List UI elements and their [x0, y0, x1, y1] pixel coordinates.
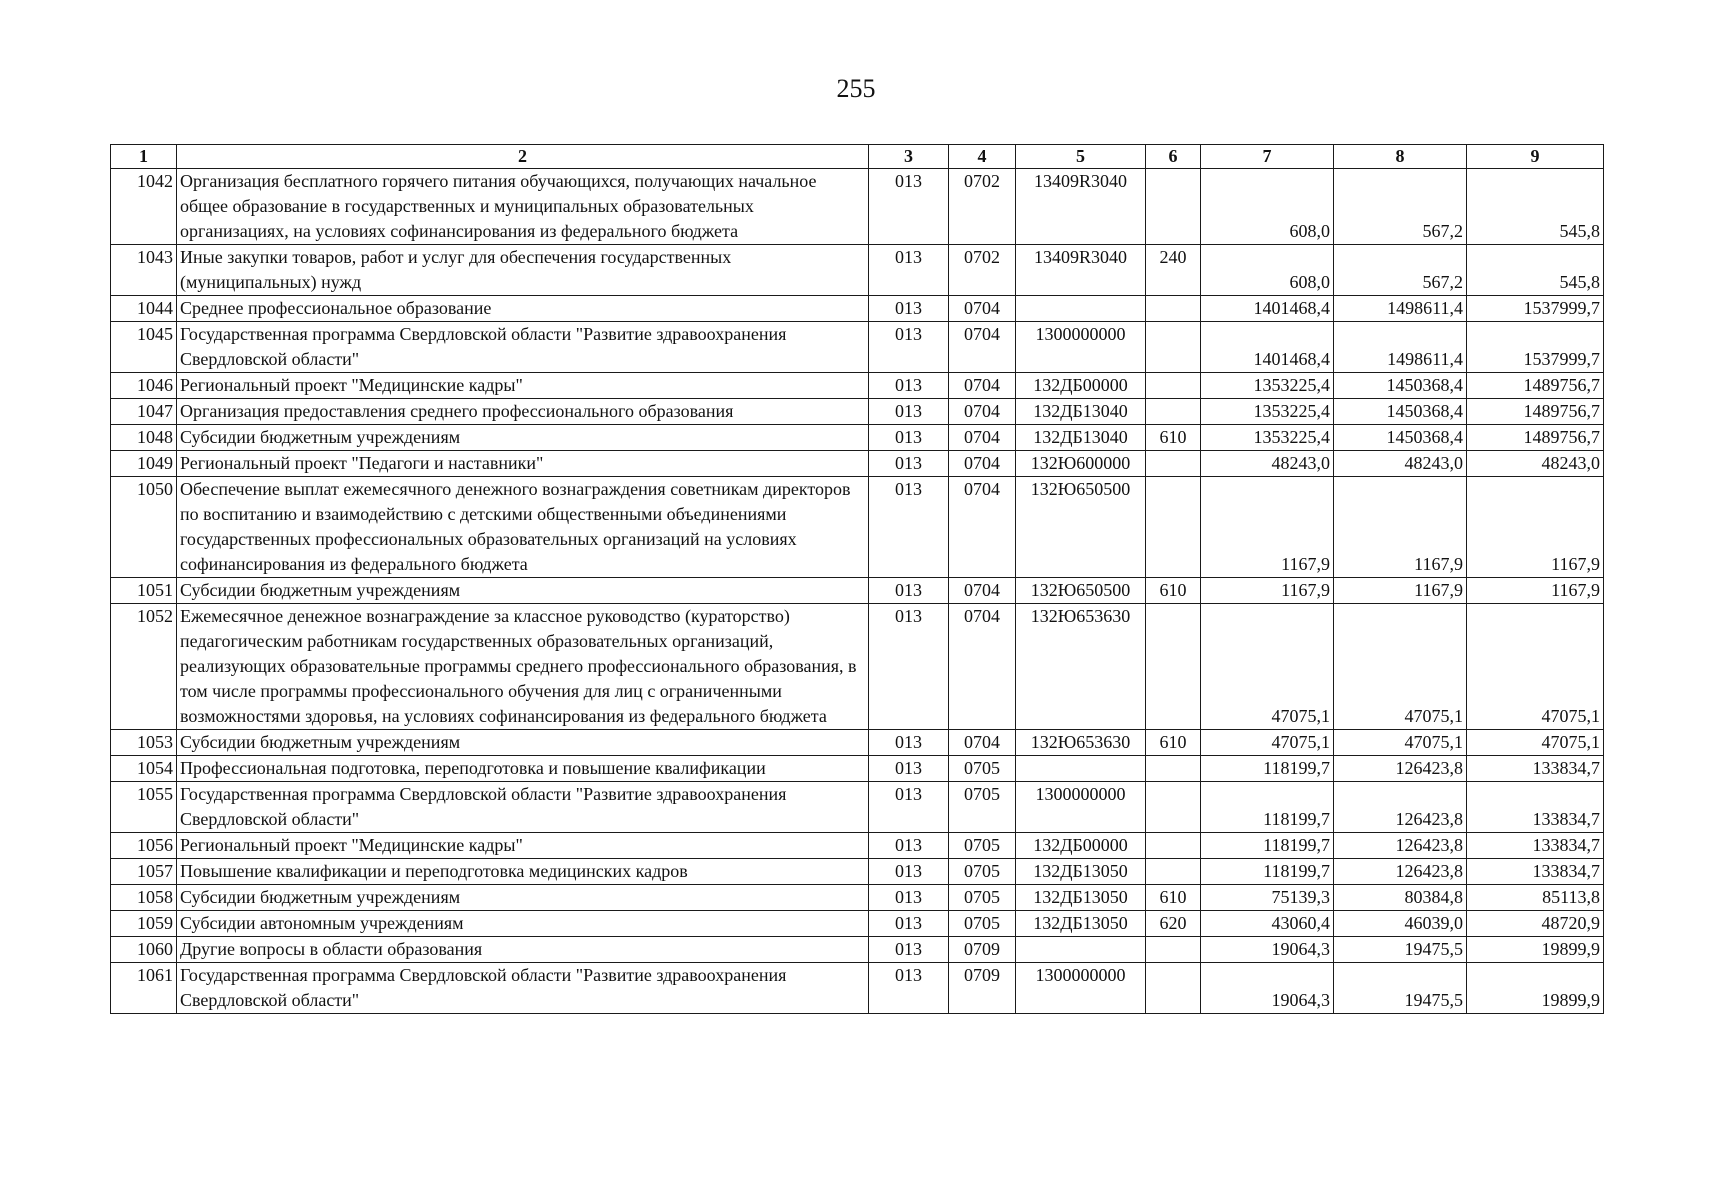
section-code-cell: 0704	[949, 451, 1016, 477]
amount-col9-cell: 133834,7	[1467, 756, 1604, 782]
row-number-cell: 1061	[111, 963, 177, 1014]
department-code-cell: 013	[869, 578, 949, 604]
row-number-cell: 1043	[111, 245, 177, 296]
department-code-cell: 013	[869, 245, 949, 296]
amount-col8-cell: 1450368,4	[1334, 425, 1467, 451]
amount-col7-cell: 19064,3	[1201, 937, 1334, 963]
amount-col9-cell: 133834,7	[1467, 833, 1604, 859]
section-code-cell: 0704	[949, 425, 1016, 451]
row-number-cell: 1054	[111, 756, 177, 782]
department-code-cell: 013	[869, 604, 949, 730]
amount-col7-cell: 118199,7	[1201, 833, 1334, 859]
target-article-cell	[1016, 756, 1146, 782]
amount-col9-cell: 545,8	[1467, 169, 1604, 245]
amount-col9-cell: 48720,9	[1467, 911, 1604, 937]
target-article-cell: 132ДБ13050	[1016, 911, 1146, 937]
department-code-cell: 013	[869, 859, 949, 885]
column-header-7: 7	[1201, 145, 1334, 169]
table-header	[111, 145, 1604, 169]
amount-col8-cell: 1498611,4	[1334, 322, 1467, 373]
target-article-cell	[1016, 296, 1146, 322]
amount-col9-cell: 47075,1	[1467, 730, 1604, 756]
expense-type-cell	[1146, 451, 1201, 477]
section-code-cell: 0705	[949, 833, 1016, 859]
column-header-1: 1	[111, 145, 177, 169]
section-code-cell: 0704	[949, 578, 1016, 604]
expense-name-cell: Иные закупки товаров, работ и услуг для обеспечения государственных (муниципальных) нужд	[177, 245, 869, 296]
table-row	[111, 756, 1604, 782]
target-article-cell: 132Ю650500	[1016, 477, 1146, 578]
expense-type-cell: 610	[1146, 885, 1201, 911]
amount-col8-cell: 1167,9	[1334, 477, 1467, 578]
expense-type-cell: 610	[1146, 425, 1201, 451]
column-header-6: 6	[1146, 145, 1201, 169]
department-code-cell: 013	[869, 937, 949, 963]
department-code-cell: 013	[869, 477, 949, 578]
amount-col8-cell: 47075,1	[1334, 604, 1467, 730]
target-article-cell: 132Ю600000	[1016, 451, 1146, 477]
row-number-cell: 1055	[111, 782, 177, 833]
table-row	[111, 477, 1604, 578]
amount-col8-cell: 19475,5	[1334, 937, 1467, 963]
expense-name-cell: Субсидии автономным учреждениям	[177, 911, 869, 937]
row-number-cell: 1050	[111, 477, 177, 578]
amount-col9-cell: 19899,9	[1467, 963, 1604, 1014]
expense-name-cell: Региональный проект "Медицинские кадры"	[177, 833, 869, 859]
target-article-cell: 132ДБ13050	[1016, 885, 1146, 911]
table-row	[111, 730, 1604, 756]
department-code-cell: 013	[869, 296, 949, 322]
expense-type-cell: 620	[1146, 911, 1201, 937]
amount-col8-cell: 80384,8	[1334, 885, 1467, 911]
department-code-cell: 013	[869, 322, 949, 373]
column-header-4: 4	[949, 145, 1016, 169]
section-code-cell: 0705	[949, 911, 1016, 937]
target-article-cell: 132ДБ00000	[1016, 373, 1146, 399]
budget-table	[110, 144, 1604, 1014]
amount-col9-cell: 133834,7	[1467, 859, 1604, 885]
expense-name-cell: Государственная программа Свердловской области "Развитие здравоохранения Свердловской области"	[177, 782, 869, 833]
amount-col7-cell: 608,0	[1201, 169, 1334, 245]
department-code-cell: 013	[869, 425, 949, 451]
expense-name-cell: Организация предоставления среднего профессионального образования	[177, 399, 869, 425]
amount-col8-cell: 126423,8	[1334, 833, 1467, 859]
header-row	[111, 145, 1604, 169]
target-article-cell	[1016, 937, 1146, 963]
expense-name-cell: Субсидии бюджетным учреждениям	[177, 885, 869, 911]
section-code-cell: 0704	[949, 604, 1016, 730]
section-code-cell: 0705	[949, 859, 1016, 885]
section-code-cell: 0702	[949, 245, 1016, 296]
table-row	[111, 296, 1604, 322]
amount-col8-cell: 1450368,4	[1334, 399, 1467, 425]
expense-type-cell	[1146, 833, 1201, 859]
table-row	[111, 963, 1604, 1014]
table-row	[111, 859, 1604, 885]
row-number-cell: 1051	[111, 578, 177, 604]
target-article-cell: 132Ю653630	[1016, 604, 1146, 730]
amount-col7-cell: 75139,3	[1201, 885, 1334, 911]
section-code-cell: 0704	[949, 296, 1016, 322]
amount-col9-cell: 19899,9	[1467, 937, 1604, 963]
amount-col7-cell: 1401468,4	[1201, 296, 1334, 322]
expense-name-cell: Государственная программа Свердловской области "Развитие здравоохранения Свердловской области"	[177, 963, 869, 1014]
row-number-cell: 1045	[111, 322, 177, 373]
department-code-cell: 013	[869, 885, 949, 911]
row-number-cell: 1044	[111, 296, 177, 322]
amount-col9-cell: 133834,7	[1467, 782, 1604, 833]
target-article-cell: 132ДБ00000	[1016, 833, 1146, 859]
row-number-cell: 1052	[111, 604, 177, 730]
row-number-cell: 1049	[111, 451, 177, 477]
amount-col7-cell: 47075,1	[1201, 604, 1334, 730]
expense-type-cell	[1146, 296, 1201, 322]
column-header-9: 9	[1467, 145, 1604, 169]
amount-col8-cell: 1167,9	[1334, 578, 1467, 604]
amount-col9-cell: 1537999,7	[1467, 296, 1604, 322]
department-code-cell: 013	[869, 399, 949, 425]
column-header-5: 5	[1016, 145, 1146, 169]
section-code-cell: 0709	[949, 937, 1016, 963]
amount-col8-cell: 19475,5	[1334, 963, 1467, 1014]
expense-name-cell: Организация бесплатного горячего питания обучающихся, получающих начальное общее образование в государственных и муниципальных образовательных организациях, на условиях софинансирования из федерального бюджета	[177, 169, 869, 245]
expense-type-cell	[1146, 859, 1201, 885]
expense-type-cell	[1146, 604, 1201, 730]
target-article-cell: 13409R3040	[1016, 245, 1146, 296]
target-article-cell: 13409R3040	[1016, 169, 1146, 245]
table-row	[111, 373, 1604, 399]
table-row	[111, 782, 1604, 833]
column-header-8: 8	[1334, 145, 1467, 169]
amount-col8-cell: 46039,0	[1334, 911, 1467, 937]
expense-name-cell: Среднее профессиональное образование	[177, 296, 869, 322]
expense-name-cell: Субсидии бюджетным учреждениям	[177, 730, 869, 756]
section-code-cell: 0705	[949, 885, 1016, 911]
department-code-cell: 013	[869, 730, 949, 756]
amount-col9-cell: 1489756,7	[1467, 373, 1604, 399]
expense-type-cell	[1146, 322, 1201, 373]
amount-col8-cell: 1450368,4	[1334, 373, 1467, 399]
target-article-cell: 132Ю653630	[1016, 730, 1146, 756]
amount-col9-cell: 48243,0	[1467, 451, 1604, 477]
section-code-cell: 0704	[949, 730, 1016, 756]
amount-col9-cell: 85113,8	[1467, 885, 1604, 911]
table-row	[111, 322, 1604, 373]
page-number: 255	[836, 74, 876, 103]
target-article-cell: 132Ю650500	[1016, 578, 1146, 604]
table-row	[111, 911, 1604, 937]
section-code-cell: 0704	[949, 399, 1016, 425]
table-row	[111, 245, 1604, 296]
row-number-cell: 1056	[111, 833, 177, 859]
column-header-2: 2	[177, 145, 869, 169]
expense-name-cell: Региональный проект "Педагоги и наставники"	[177, 451, 869, 477]
expense-type-cell	[1146, 477, 1201, 578]
row-number-cell: 1059	[111, 911, 177, 937]
target-article-cell: 1300000000	[1016, 782, 1146, 833]
amount-col9-cell: 1167,9	[1467, 477, 1604, 578]
amount-col8-cell: 47075,1	[1334, 730, 1467, 756]
amount-col8-cell: 567,2	[1334, 169, 1467, 245]
amount-col9-cell: 1537999,7	[1467, 322, 1604, 373]
amount-col7-cell: 1353225,4	[1201, 399, 1334, 425]
amount-col7-cell: 43060,4	[1201, 911, 1334, 937]
department-code-cell: 013	[869, 169, 949, 245]
expense-name-cell: Ежемесячное денежное вознаграждение за классное руководство (кураторство) педагогическим работникам государственных образовательных организаций, реализующих образовательные программы среднего профессионального образования, в том числе программы профессионального обучения для лиц с ограниченными возможностями здоровья, на условиях софинансирования из федерального бюджета	[177, 604, 869, 730]
amount-col9-cell: 1167,9	[1467, 578, 1604, 604]
department-code-cell: 013	[869, 782, 949, 833]
amount-col7-cell: 118199,7	[1201, 756, 1334, 782]
table-row	[111, 169, 1604, 245]
amount-col8-cell: 126423,8	[1334, 782, 1467, 833]
department-code-cell: 013	[869, 833, 949, 859]
amount-col9-cell: 1489756,7	[1467, 425, 1604, 451]
table-row	[111, 604, 1604, 730]
department-code-cell: 013	[869, 373, 949, 399]
target-article-cell: 1300000000	[1016, 322, 1146, 373]
table-row	[111, 937, 1604, 963]
row-number-cell: 1060	[111, 937, 177, 963]
target-article-cell: 132ДБ13050	[1016, 859, 1146, 885]
row-number-cell: 1057	[111, 859, 177, 885]
table-body	[111, 169, 1604, 1014]
target-article-cell: 132ДБ13040	[1016, 399, 1146, 425]
expense-name-cell: Региональный проект "Медицинские кадры"	[177, 373, 869, 399]
table-row	[111, 885, 1604, 911]
expense-type-cell: 610	[1146, 578, 1201, 604]
amount-col8-cell: 126423,8	[1334, 859, 1467, 885]
amount-col8-cell: 126423,8	[1334, 756, 1467, 782]
expense-name-cell: Субсидии бюджетным учреждениям	[177, 578, 869, 604]
amount-col9-cell: 47075,1	[1467, 604, 1604, 730]
section-code-cell: 0704	[949, 322, 1016, 373]
expense-type-cell	[1146, 782, 1201, 833]
table-row	[111, 451, 1604, 477]
amount-col7-cell: 1401468,4	[1201, 322, 1334, 373]
amount-col9-cell: 545,8	[1467, 245, 1604, 296]
expense-type-cell	[1146, 756, 1201, 782]
row-number-cell: 1058	[111, 885, 177, 911]
expense-type-cell	[1146, 399, 1201, 425]
amount-col7-cell: 118199,7	[1201, 782, 1334, 833]
amount-col7-cell: 47075,1	[1201, 730, 1334, 756]
expense-name-cell: Обеспечение выплат ежемесячного денежного вознаграждения советникам директоров по воспитанию и взаимодействию с детскими общественными объединениями государственных профессиональных образовательных организаций на условиях софинансирования из федерального бюджета	[177, 477, 869, 578]
expense-type-cell: 610	[1146, 730, 1201, 756]
amount-col8-cell: 1498611,4	[1334, 296, 1467, 322]
table-row	[111, 578, 1604, 604]
amount-col7-cell: 1167,9	[1201, 477, 1334, 578]
column-header-3: 3	[869, 145, 949, 169]
section-code-cell: 0705	[949, 756, 1016, 782]
section-code-cell: 0705	[949, 782, 1016, 833]
row-number-cell: 1042	[111, 169, 177, 245]
department-code-cell: 013	[869, 451, 949, 477]
amount-col7-cell: 1353225,4	[1201, 425, 1334, 451]
section-code-cell: 0702	[949, 169, 1016, 245]
amount-col7-cell: 19064,3	[1201, 963, 1334, 1014]
expense-name-cell: Профессиональная подготовка, переподготовка и повышение квалификации	[177, 756, 869, 782]
amount-col7-cell: 1353225,4	[1201, 373, 1334, 399]
expense-type-cell: 240	[1146, 245, 1201, 296]
amount-col8-cell: 567,2	[1334, 245, 1467, 296]
expense-type-cell	[1146, 963, 1201, 1014]
section-code-cell: 0704	[949, 477, 1016, 578]
amount-col9-cell: 1489756,7	[1467, 399, 1604, 425]
expense-name-cell: Государственная программа Свердловской области "Развитие здравоохранения Свердловской области"	[177, 322, 869, 373]
department-code-cell: 013	[869, 963, 949, 1014]
expense-name-cell: Повышение квалификации и переподготовка медицинских кадров	[177, 859, 869, 885]
table-row	[111, 833, 1604, 859]
target-article-cell: 1300000000	[1016, 963, 1146, 1014]
expense-type-cell	[1146, 169, 1201, 245]
row-number-cell: 1047	[111, 399, 177, 425]
row-number-cell: 1048	[111, 425, 177, 451]
table-row	[111, 425, 1604, 451]
department-code-cell: 013	[869, 911, 949, 937]
table-row	[111, 399, 1604, 425]
row-number-cell: 1046	[111, 373, 177, 399]
department-code-cell: 013	[869, 756, 949, 782]
target-article-cell: 132ДБ13040	[1016, 425, 1146, 451]
section-code-cell: 0704	[949, 373, 1016, 399]
amount-col7-cell: 48243,0	[1201, 451, 1334, 477]
expense-type-cell	[1146, 373, 1201, 399]
amount-col7-cell: 1167,9	[1201, 578, 1334, 604]
amount-col7-cell: 608,0	[1201, 245, 1334, 296]
expense-type-cell	[1146, 937, 1201, 963]
expense-name-cell: Субсидии бюджетным учреждениям	[177, 425, 869, 451]
expense-name-cell: Другие вопросы в области образования	[177, 937, 869, 963]
amount-col7-cell: 118199,7	[1201, 859, 1334, 885]
amount-col8-cell: 48243,0	[1334, 451, 1467, 477]
row-number-cell: 1053	[111, 730, 177, 756]
section-code-cell: 0709	[949, 963, 1016, 1014]
